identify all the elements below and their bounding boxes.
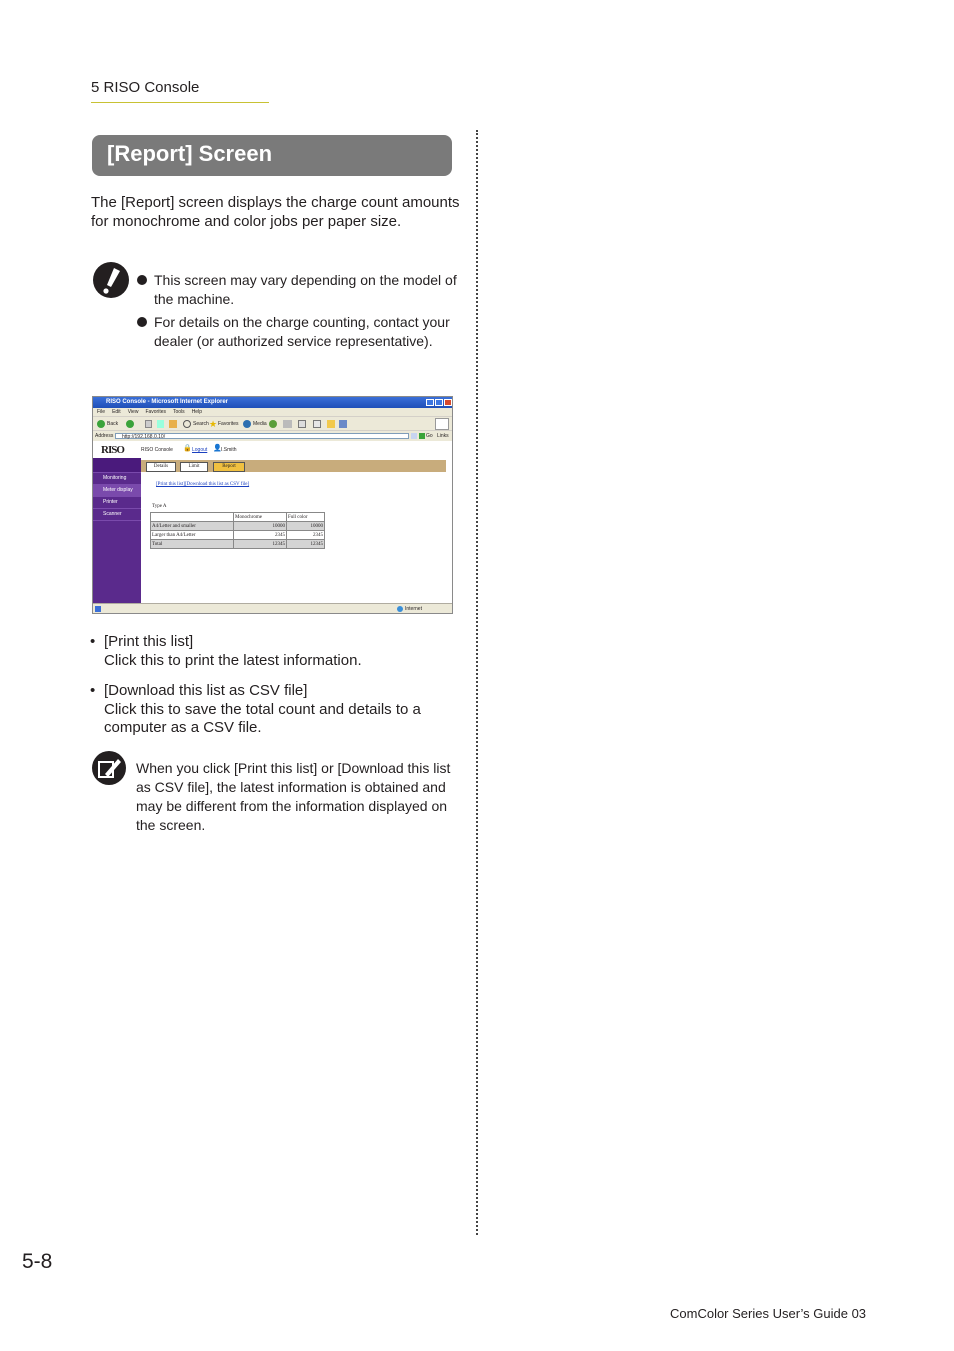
bullet-mark: • xyxy=(90,682,96,699)
console-sidebar xyxy=(93,458,141,603)
section-title: [Report] Screen xyxy=(107,141,273,166)
print-icon[interactable] xyxy=(298,420,306,428)
menu-view[interactable]: View xyxy=(127,409,139,415)
address-input[interactable]: http://192.168.0.10/ xyxy=(115,433,409,439)
menu-help[interactable]: Help xyxy=(191,409,202,415)
browser-window-title: RISO Console - Microsoft Internet Explorer xyxy=(106,399,229,405)
guide-title: ComColor Series User’s Guide 03 xyxy=(670,1306,867,1321)
link-descriptions xyxy=(90,633,460,750)
table-header-cell xyxy=(151,513,234,522)
table-row xyxy=(151,522,325,531)
mail-icon[interactable] xyxy=(283,420,292,428)
user-icon: 👤 xyxy=(213,445,222,452)
browser-status-bar xyxy=(93,603,452,614)
report-screen-screenshot xyxy=(92,396,453,614)
table-cell: 12345 xyxy=(234,540,287,549)
go-button[interactable]: Go xyxy=(426,433,433,439)
table-cell: 2345 xyxy=(287,531,325,540)
bullet-dot-icon xyxy=(137,275,147,285)
back-button-label[interactable]: Back xyxy=(107,421,119,427)
table-header-cell: Monochrome xyxy=(234,513,287,522)
table-row xyxy=(151,540,325,549)
sidebar-item-printer[interactable]: Printer xyxy=(93,497,141,509)
bullet-mark: • xyxy=(90,633,96,650)
address-bar xyxy=(93,430,452,441)
bullet-dot-icon xyxy=(137,317,147,327)
address-label: Address xyxy=(95,433,114,439)
table-cell: Total xyxy=(151,540,234,549)
favorites-star-icon[interactable]: ★ xyxy=(209,419,218,429)
logout-link[interactable]: Logout xyxy=(192,447,208,453)
media-icon[interactable] xyxy=(243,420,251,428)
riso-logo: RISO xyxy=(101,444,124,456)
list-item xyxy=(90,633,460,670)
chapter-underline xyxy=(91,102,269,103)
bullet-description: Click this to print the latest information. xyxy=(104,651,362,669)
intro-paragraph: The [Report] screen displays the charge count amounts for monochrome and color jobs per paper size. xyxy=(91,194,460,230)
memo-text: When you click [Print this list] or [Download this list as CSV file], the latest information is obtained and may be different from the information displayed on the screen. xyxy=(136,760,451,833)
caution-notes xyxy=(137,271,457,355)
go-arrow-icon[interactable] xyxy=(419,433,425,439)
tab-details[interactable]: Details xyxy=(146,462,176,472)
folder-icon[interactable] xyxy=(327,420,335,428)
stop-icon[interactable] xyxy=(145,420,152,428)
sidebar-item-meter-display[interactable]: Meter display xyxy=(93,485,141,497)
back-icon[interactable] xyxy=(97,420,105,428)
search-button-label[interactable]: Search xyxy=(193,421,209,427)
browser-title-bar xyxy=(93,397,452,408)
home-icon[interactable] xyxy=(169,420,177,428)
maximize-icon[interactable] xyxy=(435,399,443,406)
address-dropdown-icon[interactable] xyxy=(411,433,417,439)
tab-bar xyxy=(141,460,446,472)
favorites-button-label[interactable]: Favorites xyxy=(218,421,239,427)
table-cell: 10000 xyxy=(287,522,325,531)
menu-favorites[interactable]: Favorites xyxy=(145,409,166,415)
internet-globe-icon xyxy=(397,606,403,612)
minimize-icon[interactable] xyxy=(426,399,434,406)
messenger-icon[interactable] xyxy=(339,420,347,428)
links-button[interactable]: Links xyxy=(437,433,449,439)
tab-limit[interactable]: Limit xyxy=(180,462,208,472)
table-cell: 2345 xyxy=(234,531,287,540)
menu-tools[interactable]: Tools xyxy=(173,409,185,415)
table-header-cell: Full color xyxy=(287,513,325,522)
tab-report[interactable]: Report xyxy=(213,462,245,472)
menu-file[interactable]: File xyxy=(97,409,106,415)
report-table xyxy=(150,512,325,549)
note-item xyxy=(137,271,457,309)
browser-menu-bar xyxy=(93,408,452,416)
sidebar-top xyxy=(93,458,141,473)
table-cell: Larger than A4/Letter xyxy=(151,531,234,540)
windows-logo-icon xyxy=(435,418,449,430)
bullet-description: Click this to save the total count and details to a computer as a CSV file. xyxy=(104,700,421,736)
page-number: 5-8 xyxy=(22,1250,53,1273)
list-action-links[interactable]: [Print this list][Download this list as CSV file] xyxy=(156,482,250,487)
page-icon xyxy=(95,606,101,612)
lock-icon: 🔒 xyxy=(183,445,192,452)
sidebar-item-monitoring[interactable]: Monitoring xyxy=(93,473,141,485)
column-divider xyxy=(476,130,478,1235)
riso-console-header xyxy=(93,441,452,458)
chapter-heading: 5 RISO Console xyxy=(91,79,200,96)
user-name: I.Smith xyxy=(221,447,237,453)
note-text: This screen may vary depending on the model of the machine. xyxy=(154,272,457,307)
search-icon[interactable] xyxy=(183,420,191,428)
history-icon[interactable] xyxy=(269,420,277,428)
list-item xyxy=(90,682,460,738)
status-zone: Internet xyxy=(405,606,422,612)
sidebar-item-scanner[interactable]: Scanner xyxy=(93,509,141,521)
refresh-icon[interactable] xyxy=(157,420,164,428)
type-label: Type A xyxy=(152,504,167,509)
caution-icon xyxy=(92,261,130,299)
bullet-title: [Download this list as CSV file] xyxy=(104,682,308,699)
forward-icon[interactable] xyxy=(126,420,134,428)
note-item xyxy=(137,313,457,351)
bullet-title: [Print this list] xyxy=(104,633,194,650)
menu-edit[interactable]: Edit xyxy=(112,409,121,415)
app-name: RISO Console xyxy=(141,447,173,453)
memo-icon xyxy=(91,750,127,786)
table-row xyxy=(151,531,325,540)
table-cell: A4/Letter and smaller xyxy=(151,522,234,531)
table-cell: 12345 xyxy=(287,540,325,549)
browser-toolbar xyxy=(93,416,452,431)
table-cell: 10000 xyxy=(234,522,287,531)
edit-icon[interactable] xyxy=(313,420,321,428)
table-header-row xyxy=(151,513,325,522)
media-button-label[interactable]: Media xyxy=(253,421,267,427)
note-text: For details on the charge counting, contact your dealer (or authorized service representative). xyxy=(154,314,450,349)
close-icon[interactable] xyxy=(444,399,452,406)
